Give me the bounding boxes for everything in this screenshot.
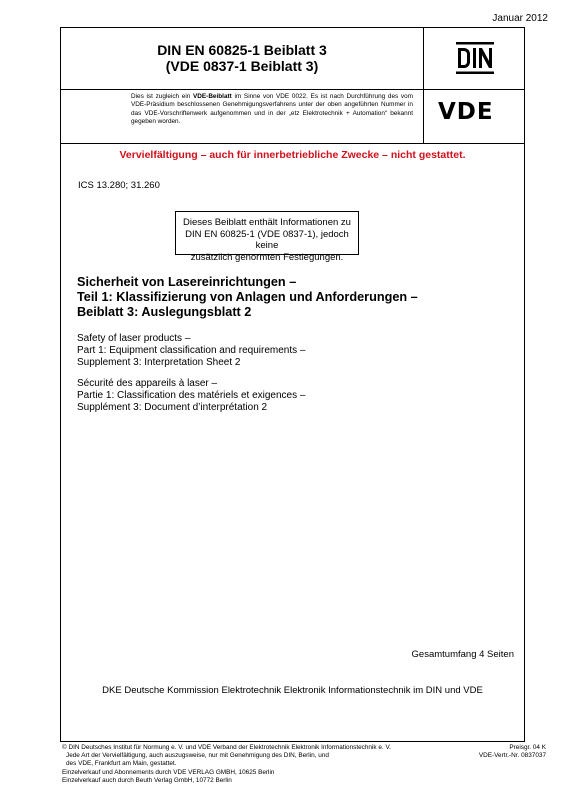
price-footer: [479, 744, 546, 760]
title-french: Sécurité des appareils à laser – Partie 1: Classification des matériels et exigences – Supplément 3: Document d’interprétation 2: [77, 378, 306, 413]
vde-order-number: VDE-Vertr.-Nr. 0837037: [478, 752, 546, 760]
info-box: Dieses Beiblatt enthält Informationen zu DIN EN 60825-1 (VDE 0837-1), jedoch keine zusätzlich genormten Festlegungen.: [175, 211, 359, 255]
header-divider: [61, 143, 524, 144]
ics-codes: ICS 13.280; 31.260: [78, 180, 160, 191]
copy-warning: Vervielfältigung – auch für innerbetriebliche Zwecke – nicht gestattet.: [119, 149, 466, 161]
vde-classification: (VDE 0837-1 Beiblatt 3): [165, 58, 319, 74]
dke-line: DKE Deutsche Kommission Elektrotechnik Elektronik Informationstechnik im DIN und VDE: [102, 685, 483, 696]
vde-logo: VDE: [438, 99, 494, 125]
vde-logo-cell: [424, 90, 524, 143]
price-group: Preisgr. 04 K: [509, 744, 546, 751]
vde-beiblatt-term: VDE-Beiblatt: [193, 93, 232, 100]
standard-header: [61, 28, 424, 90]
copyright-footer: © DIN Deutsches Institut für Normung e. V. und VDE Verband der Elektrotechnik Elektronik Informationstechnik e. V. Jede Art der Vervielfältigung, auch auszugsweise, nur mit Genehmigung des DIN, Berlin, und des VDE, Frankfurt am Main, gestattet. Einzelverkauf und Abonnements durch VDE VERLAG GMBH, 10625 Berlin Einzelverkauf auch durch Beuth Verlag GmbH, 10772 Berlin: [62, 744, 391, 784]
title-german: Sicherheit von Lasereinrichtungen – Teil 1: Klassifizierung von Anlagen und Anforderungen – Beiblatt 3: Auslegungsblatt 2: [77, 275, 418, 319]
publication-date: Januar 2012: [492, 13, 548, 24]
din-logo-icon: [455, 41, 495, 75]
standard-number: DIN EN 60825-1 Beiblatt 3: [157, 42, 327, 58]
din-logo-cell: [424, 28, 524, 90]
title-english: Safety of laser products – Part 1: Equipment classification and requirements – Supplement 3: Interpretation Sheet 2: [77, 333, 306, 368]
vde-note: Dies ist zugleich ein VDE-Beiblatt im Sinne von VDE 0022. Es ist nach Durchführung des vom VDE-Präsidium beschlossenen Genehmigungsverfahrens unter der oben angeführten Nummer in das VDE-Vorschriftenwerk aufgenommen und in der „etz Elektrotechnik + Automation“ bekannt gegeben worden.: [61, 90, 424, 143]
total-pages: Gesamtumfang 4 Seiten: [411, 649, 514, 660]
